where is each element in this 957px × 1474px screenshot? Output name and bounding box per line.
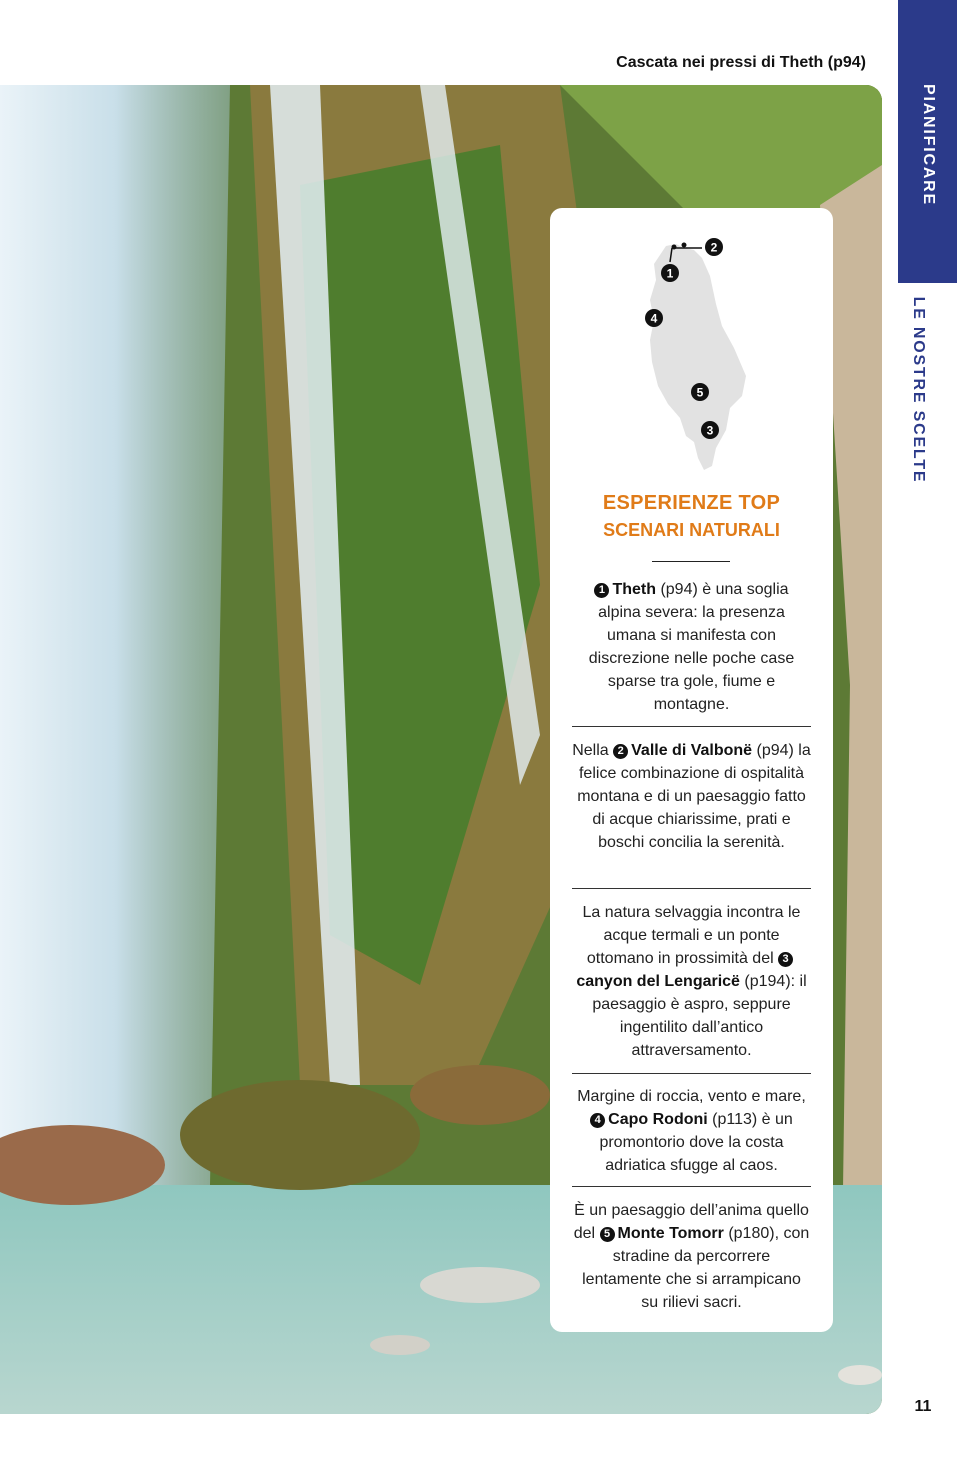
experience-entry-tomorr: È un paesaggio dell’anima quello del 5 Monte Tomorr (p180), con stradine da percorrere lentamente che si arrampicano su rilievi sacri. [573, 1202, 810, 1311]
entry-divider [572, 888, 811, 889]
map-marker-4 [645, 309, 663, 327]
subsection-label: LE NOSTRE SCELTE [910, 296, 927, 484]
card-subtitle: SCENARI NATURALI [603, 520, 780, 540]
entry-divider [572, 1073, 811, 1074]
experience-entry-rodoni: Margine di roccia, vento e mare, 4 Capo Rodoni (p113) è un promontorio dove la costa adriatica sfugge al caos. [577, 1088, 806, 1174]
experience-name: canyon del Lengaricë [576, 973, 740, 990]
number-badge: 4 [590, 1113, 605, 1128]
map-marker-3 [701, 421, 719, 439]
number-badge: 1 [594, 583, 609, 598]
experience-entry-lengarica: La natura selvaggia incontra le acque termali e un ponte ottomano in prossimità del 3canyon del Lengaricë (p194): il paesaggio è aspro, seppure ingentilito dall’antico attraversamento. [576, 904, 807, 1059]
page-number: 11 [914, 1398, 932, 1415]
svg-text:3: 3 [706, 423, 714, 438]
experience-name: Monte Tomorr [617, 1225, 724, 1242]
number-badge: 5 [600, 1227, 615, 1242]
experience-name: Theth [612, 581, 656, 598]
experience-entry-theth: 1 Theth (p94) è una soglia alpina severa: la presenza umana si manifesta con discrezione nelle poche case sparse tra gole, fiume e montagne. [588, 581, 795, 713]
map-marker-5 [691, 383, 709, 401]
map-marker-2 [705, 238, 723, 256]
map-marker-1 [661, 264, 679, 282]
experience-name: Capo Rodoni [608, 1111, 708, 1128]
photo-caption: Cascata nei pressi di Theth (p94) [616, 54, 866, 71]
entry-divider [572, 1186, 811, 1187]
experience-entry-valbona: Nella 2 Valle di Valbonë (p94) la felice combinazione di ospitalità montana e di un paesaggio fatto di acque chiarissime, prati e boschi concilia la serenità. [572, 742, 811, 851]
experience-name: Valle di Valbonë [631, 742, 753, 759]
top-experiences-card [550, 208, 833, 1332]
svg-text:2: 2 [710, 240, 718, 255]
card-title: ESPERIENZE TOP [602, 492, 781, 514]
svg-text:4: 4 [650, 311, 658, 326]
title-divider [652, 561, 730, 562]
number-badge: 3 [778, 952, 793, 967]
svg-text:5: 5 [696, 385, 704, 400]
entry-divider [572, 726, 811, 727]
svg-text:1: 1 [666, 266, 674, 281]
section-tab-label: PIANIFICARE [920, 83, 937, 207]
number-badge: 2 [613, 744, 628, 759]
albania-map-icon [638, 236, 748, 476]
